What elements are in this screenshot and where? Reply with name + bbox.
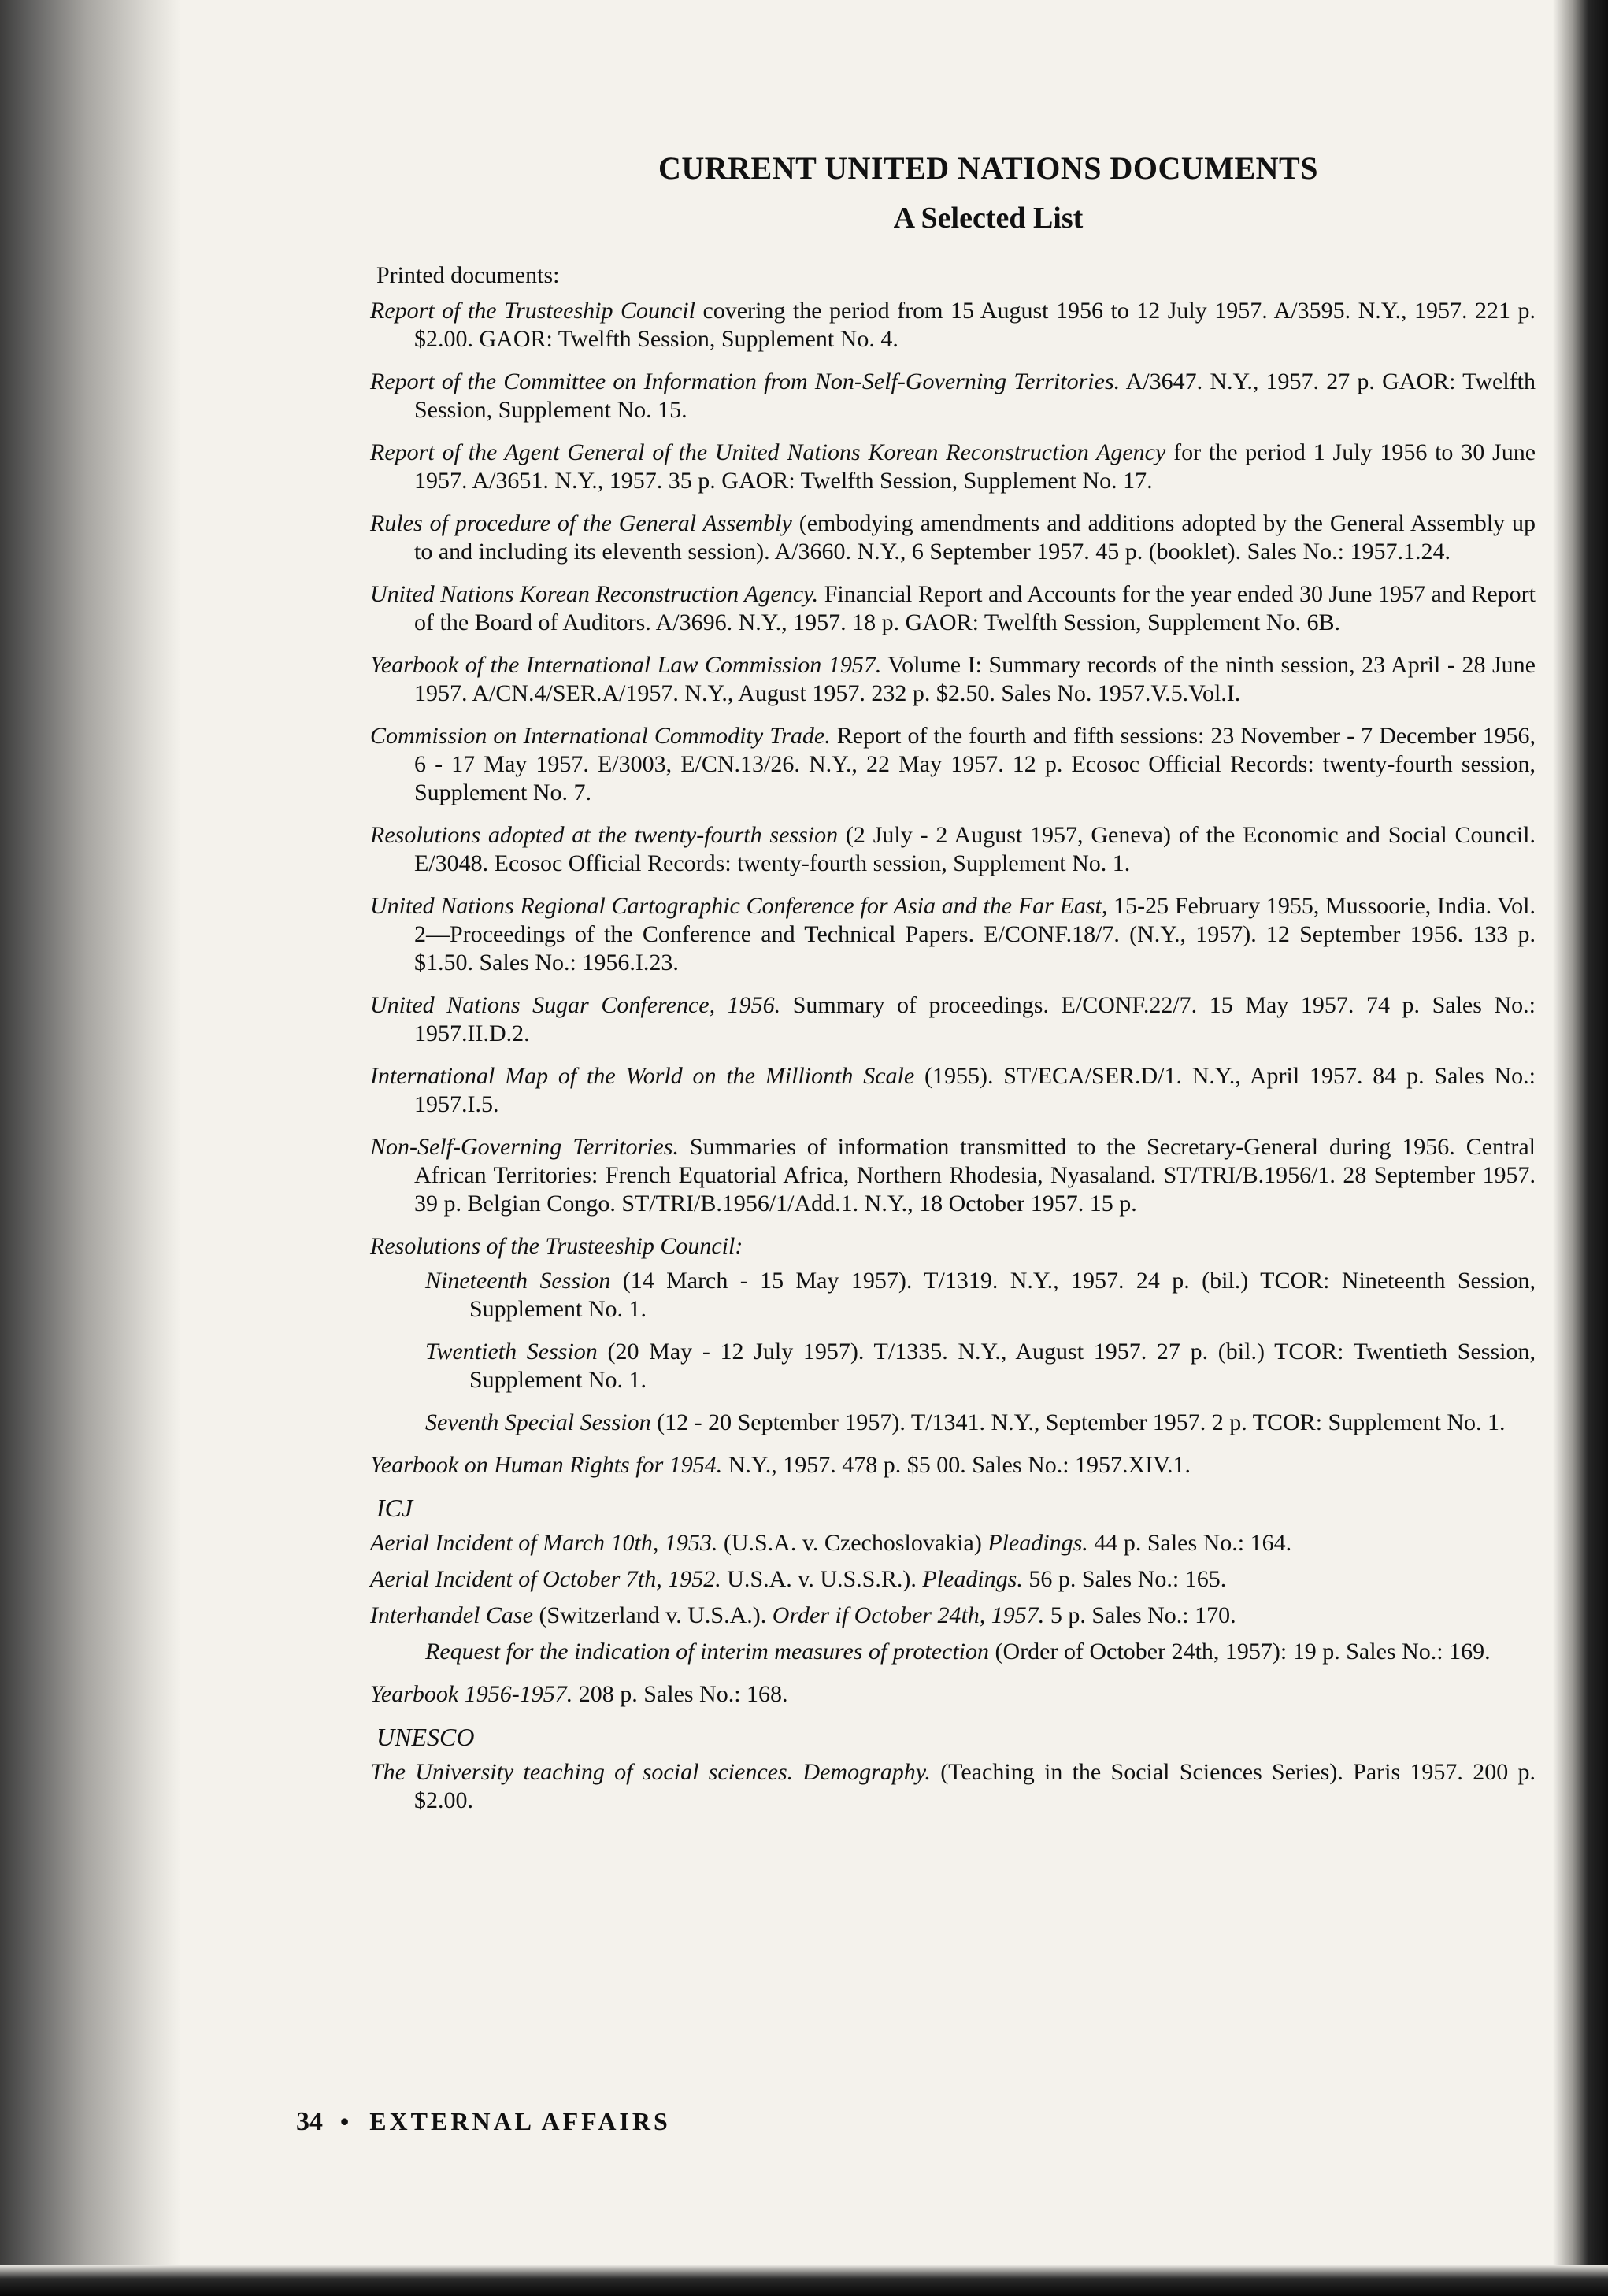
entry-title: Interhandel Case [370,1602,533,1628]
icj-entry [370,1565,1536,1594]
page-number: 34 [296,2107,323,2136]
document-entry [370,509,1536,566]
entry-subtitle: Pleadings. [922,1566,1023,1592]
entry-title: Report of the Trusteeship Council [370,298,695,324]
page-title: CURRENT UNITED NATIONS DOCUMENTS [658,150,1318,186]
document-entry [370,1133,1536,1218]
entry-title: Seventh Special Session [425,1409,651,1435]
entry-details: 5 p. Sales No.: 170. [1044,1602,1236,1628]
entry-title: Report of the Committee on Information from Non-Self-Governing Territories. [370,368,1121,394]
publication-name: EXTERNAL AFFAIRS [369,2107,671,2135]
entry-details: 56 p. Sales No.: 165. [1022,1566,1227,1592]
scan-right-edge [1553,0,1608,2296]
entry-details: (20 May - 12 July 1957). T/1335. N.Y., August 1957. 27 p. (bil.) TCOR: Twentieth Session, Supplement No. 1. [469,1339,1536,1393]
trusteeship-session-entry [425,1338,1536,1394]
entry-details: Summary of proceedings. E/CONF.22/7. 15 May 1957. 74 p. Sales No.: 1957.II.D.2. [414,992,1536,1046]
entry-details: Report of the fourth and fifth sessions: 23 November - 7 December 1956, 6 - 17 May 1957. E/3003, E/CN.13/26. N.Y., 22 May 1957. 12 p. Ecosoc Official Records: twenty-fourth session, Supplement No. 7. [414,723,1536,805]
entry-title: International Map of the World on the Millionth Scale [370,1063,915,1089]
page-subtitle: A Selected List [893,202,1084,235]
trusteeship-session-entry [425,1267,1536,1324]
document-entry [370,1451,1536,1479]
entry-details: (Order of October 24th, 1957): 19 p. Sales No.: 169. [989,1639,1491,1665]
entry-title: Nineteenth Session [425,1268,611,1294]
entry-title: Yearbook on Human Rights for 1954. [370,1452,723,1478]
page-footer [296,2107,671,2137]
entry-title: Twentieth Session [425,1339,598,1365]
icj-entry [370,1602,1536,1630]
entry-parties: (Switzerland v. U.S.A.). [532,1602,773,1628]
entry-details: (embodying amendments and additions adopted by the General Assembly up to and including its eleventh session). A/3660. N.Y., 6 September 1957. 45 p. (booklet). Sales No.: 1957.1.24. [414,510,1536,565]
entry-details: Summaries of information transmitted to the Secretary-General during 1956. Central African Territories: French Equatorial Africa, Northern Rhodesia, Nyasaland. ST/TRI/B.1956/1. 28 September 1957. 39 p. Belgian Congo. ST/TRI/B.1956/1/Add.1. N.Y., 18 October 1957. 15 p. [414,1134,1536,1217]
entry-parties: (U.S.A. v. Czechoslovakia) [717,1530,988,1556]
document-entry [370,892,1536,977]
entry-title: Yearbook 1956-1957. [370,1681,573,1707]
entry-title: United Nations Regional Cartographic Conference for Asia and the Far East, [370,893,1108,919]
entry-details: (Teaching in the Social Sciences Series). Paris 1957. 200 p. $2.00. [414,1759,1536,1813]
entry-details: covering the period from 15 August 1956 to 12 July 1957. A/3595. N.Y., 1957. 221 p. $2.00. GAOR: Twelfth Session, Supplement No. 4. [414,298,1536,352]
section-heading-unesco: UNESCO [376,1723,475,1751]
entry-title: The University teaching of social sciences. Demography. [370,1759,931,1785]
document-entry [370,991,1536,1048]
entry-details: 208 p. Sales No.: 168. [572,1681,788,1707]
entry-details: (14 March - 15 May 1957). T/1319. N.Y., 1957. 24 p. (bil.) TCOR: Nineteenth Session, Supplement No. 1. [469,1268,1536,1322]
entry-title: Non-Self-Governing Territories. [370,1134,679,1160]
intro-label: Printed documents: [376,262,560,288]
entry-title: Aerial Incident of March 10th, 1953. [370,1530,718,1556]
entry-details: A/3647. N.Y., 1957. 27 p. GAOR: Twelfth Session, Supplement No. 15. [414,368,1536,423]
footer-separator: • [340,2107,353,2135]
entry-details: Financial Report and Accounts for the year ended 30 June 1957 and Report of the Board of Auditors. A/3696. N.Y., 1957. 18 p. GAOR: Twelfth Session, Supplement No. 6B. [414,581,1536,635]
document-entry [370,651,1536,708]
entry-title: Rules of procedure of the General Assembly [370,510,792,536]
document-entry [370,580,1536,637]
entry-title: Resolutions adopted at the twenty-fourth session [370,822,839,848]
entry-title: Report of the Agent General of the United Nations Korean Reconstruction Agency [370,439,1166,465]
entry-details: (2 July - 2 August 1957, Geneva) of the Economic and Social Council. E/3048. Ecosoc Official Records: twenty-fourth session, Supplement No. 1. [414,822,1536,876]
trusteeship-session-entry [425,1409,1536,1437]
entry-details: N.Y., 1957. 478 p. $5 00. Sales No.: 1957.XIV.1. [722,1452,1191,1478]
entry-title: Aerial Incident of October 7th, 1952. [370,1566,721,1592]
document-page [370,150,1536,1829]
document-entry [370,297,1536,354]
entry-details: (12 - 20 September 1957). T/1341. N.Y., September 1957. 2 p. TCOR: Supplement No. 1. [650,1409,1506,1435]
document-entry [370,368,1536,424]
entry-details: (1955). ST/ECA/SER.D/1. N.Y., April 1957. 84 p. Sales No.: 1957.I.5. [414,1063,1536,1117]
entry-title: Request for the indication of interim measures of protection [425,1639,990,1665]
icj-yearbook-entry [370,1680,1536,1709]
entry-parties: U.S.A. v. U.S.S.R.). [721,1566,923,1592]
entry-title: Yearbook of the International Law Commission 1957. [370,652,882,678]
icj-entry [370,1529,1536,1557]
section-heading-icj: ICJ [376,1494,413,1522]
entry-title: United Nations Korean Reconstruction Agency. [370,581,819,607]
document-entry [370,722,1536,807]
entry-title: United Nations Sugar Conference, 1956. [370,992,781,1018]
entry-details: for the period 1 July 1956 to 30 June 1957. A/3651. N.Y., 1957. 35 p. GAOR: Twelfth Session, Supplement No. 17. [414,439,1536,494]
entry-subtitle: Order if October 24th, 1957. [772,1602,1045,1628]
entry-details: Volume I: Summary records of the ninth session, 23 April - 28 June 1957. A/CN.4/SER.A/1957. N.Y., August 1957. 232 p. $2.50. Sales No. 1957.V.5.Vol.I. [414,652,1536,706]
scan-bottom-edge [0,2265,1608,2296]
scan-binding-edge [0,0,181,2296]
document-entry [370,1232,1536,1261]
entry-subtitle: Pleadings. [987,1530,1088,1556]
unesco-entry [370,1758,1536,1815]
icj-request-entry [425,1638,1536,1666]
document-entry [370,1062,1536,1119]
entry-title: Resolutions of the Trusteeship Council: [370,1233,743,1259]
entry-details: 44 p. Sales No.: 164. [1087,1530,1292,1556]
document-entry [370,821,1536,878]
entry-title: Commission on International Commodity Trade. [370,723,831,749]
document-entry [370,439,1536,495]
entry-details: 15-25 February 1955, Mussoorie, India. Vol. 2—Proceedings of the Conference and Technical Papers. E/CONF.18/7. (N.Y., 1957). 12 September 1956. 133 p. $1.50. Sales No.: 1956.I.23. [414,893,1536,976]
